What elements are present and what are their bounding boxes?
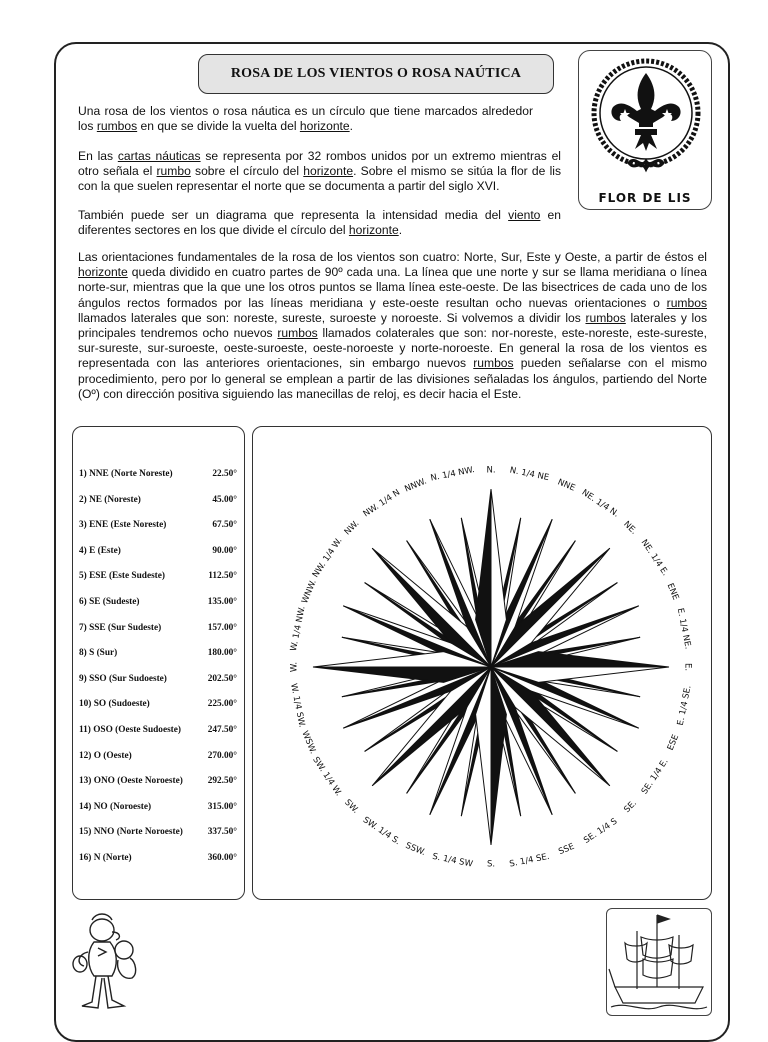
compass-label: NW. 1/4 W. <box>310 536 345 580</box>
link-horizonte: horizonte <box>303 164 354 179</box>
compass-label: SW. 1/4 S. <box>360 815 402 848</box>
compass-label: S. <box>486 859 496 870</box>
ship-icon <box>607 909 711 1015</box>
compass-label: W. <box>289 661 300 673</box>
compass-rose-panel <box>252 426 712 900</box>
compass-label: SE. 1/4 S <box>582 816 620 846</box>
emblem-label: FLOR DE LIS <box>598 191 692 205</box>
paragraph-4: Las orientaciones fundamentales de la rosa de los vientos son cuatro: Norte, Sur, Este y Oeste, a partir de éstos el horizonte queda dividido en cuatro partes de 90º cada una. La línea que une norte y sur se llama meridiana o línea norte-sur, mientras que la que une los otros puntos se llama línea este-oeste. De las bisectrices de cada uno de los ángulos rectos formados por las líneas meridiana y este-oeste resultan ocho nuevas orientaciones o rumbos llamados laterales que son: noreste, sureste, suroeste y noroeste. Si volvemos a dividir los rumbos laterales y los principales tendremos ocho nuevos rumbos llamados colaterales que son: nor-noreste, este-noreste, este-sureste, sur-sureste, sur-suroeste, oeste-suroeste, oeste-noroeste y norte-noroeste. En general la rosa de los vientos es representada con las anteriores orientaciones, sin embargo nuevos rumbos pueden señalarse con el mismo procedimiento, pero por lo general se emplean a partir de las divisiones señaladas los ángulos, partiendo del Norte (Oº) con dirección positiva siguiendo las manecillas de reloj, es decir hacia el Este. <box>78 250 707 401</box>
link-rumbos: rumbos <box>277 326 318 341</box>
compass-label: NE. 1/4 E. <box>638 537 671 578</box>
compass-label: E. 1/4 SE. <box>675 684 694 727</box>
cartoon-sailor-illustration <box>72 908 150 1016</box>
compass-label: SE. 1/4 E. <box>639 757 671 797</box>
page-title: ROSA DE LOS VIENTOS O ROSA NAÚTICA <box>230 66 522 81</box>
compass-label: N. <box>486 465 496 476</box>
compass-label: SSW. <box>403 840 427 859</box>
compass-label: E. <box>682 662 693 672</box>
paragraph-2: En las cartas náuticas se representa por 32 rombos unidos por un extremo mientras el otro señala el rumbo sobre el círculo del horizonte. Sobre el mismo se sitúa la flor de lis con la que suelen representar el norte que se documenta a partir del siglo XVI. <box>78 149 562 194</box>
compass-label: NNE <box>555 477 577 494</box>
paragraph-3: También puede ser un diagrama que representa la intensidad media del viento en diferentes sectores en los que divide el círculo del horizonte. <box>78 208 562 238</box>
sailor-icon <box>72 908 150 1016</box>
link-viento: viento <box>508 208 541 222</box>
compass-label: W. 1/4 NW. <box>288 605 308 653</box>
link-rumbos: rumbos <box>96 119 138 134</box>
compass-label: E. 1/4 NE. <box>674 607 693 651</box>
fleur-de-lis-icon <box>579 51 713 191</box>
compass-label: SE. <box>622 798 639 815</box>
compass-label: ENE <box>664 581 681 602</box>
link-horizonte: horizonte <box>78 265 128 280</box>
compass-rose-diagram <box>253 427 713 901</box>
fleur-de-lis-emblem <box>578 50 712 210</box>
compass-label: SSE <box>557 841 576 858</box>
sailing-ship-illustration <box>606 908 712 1016</box>
compass-label: W. 1/4 SW. <box>288 682 307 729</box>
compass-label: NE. <box>621 519 639 537</box>
compass-label: SW. <box>342 797 361 816</box>
compass-label: NE. 1/4 N. <box>579 487 621 520</box>
compass-label: NW. 1/4 N <box>361 487 403 520</box>
link-rumbo: rumbo <box>156 164 191 179</box>
compass-label: ESE <box>665 733 682 752</box>
link-rumbos: rumbos <box>666 295 707 310</box>
compass-label: NNW. <box>403 476 429 495</box>
link-rumbos: rumbos <box>473 356 514 371</box>
title-banner <box>198 54 554 94</box>
compass-label: SW. 1/4 W. <box>310 755 344 799</box>
directions-list: 1) NNE (Norte Noreste) 22.50° 2) NE (Noreste) 45.00° 3) ENE (Este Noreste) 67.50° 4) E (Este) 90.00° 5) ESE (Este Sudeste) 112.50° 6) SE (Sudeste) 135.00° 7) SSE (Sur Sudeste) 157.00° 8) S (Sur) 180.00° 9) SSO (Sur Sudoeste) 202.50° 10) SO (Sudoeste) 225.00° 11) OSO (Oeste Sudoeste) 247.50° 12) O (Oeste) 270.00° 13) ONO (Oeste Noroeste) 292.50° 14) NO (Noroeste) 315.00° 15) NNO (Norte Noroeste) 337.50° 16) N (Norte) 360.00° <box>72 426 245 900</box>
compass-label: N. 1/4 NE <box>508 465 550 484</box>
link-cartas-nauticas: cartas náuticas <box>117 149 201 163</box>
compass-label: N. 1/4 NW. <box>429 465 476 484</box>
compass-label: WSW. <box>299 729 318 756</box>
compass-label: WNW. <box>300 578 319 606</box>
link-horizonte: horizonte <box>299 119 350 134</box>
compass-label: NW. <box>342 518 362 538</box>
compass-label: S. 1/4 SW <box>431 851 474 870</box>
paragraph-1: Una rosa de los vientos o rosa náutica es un círculo que tiene marcados alrededor los rumbos en que se divide la vuelta del horizonte. <box>78 104 533 134</box>
link-rumbos: rumbos <box>585 310 626 325</box>
compass-label: S. 1/4 SE. <box>508 851 551 870</box>
link-horizonte: horizonte <box>348 223 399 238</box>
